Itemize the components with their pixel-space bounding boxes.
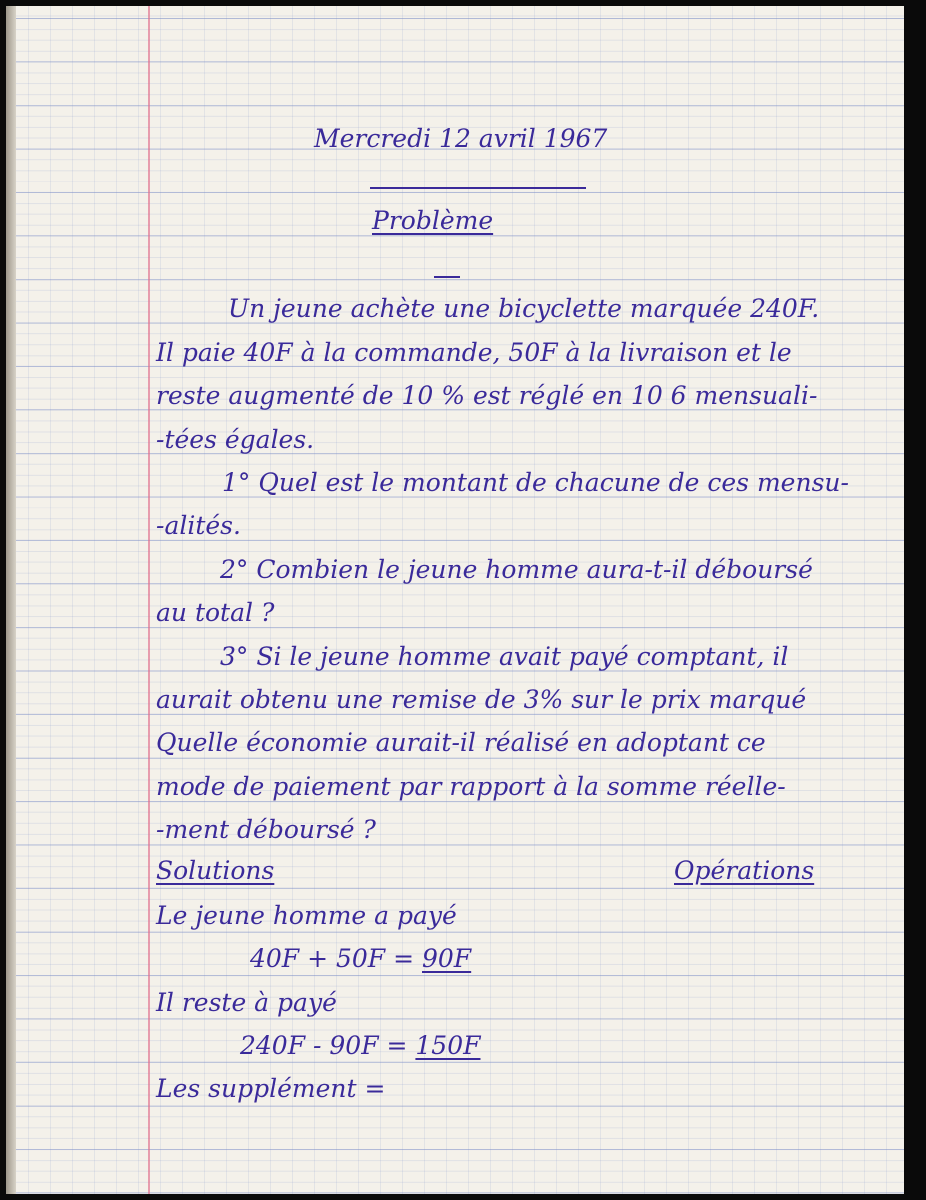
problem-line-10: aurait obtenu une remise de 3% sur le prix marqué <box>156 685 807 714</box>
problem-line-9: 3° Si le jeune homme avait payé comptant, il <box>220 642 789 671</box>
problem-line-11: Quelle économie aurait-il réalisé en adoptant ce <box>156 728 766 757</box>
title-dash <box>434 276 460 278</box>
margin-line <box>148 6 150 1194</box>
result-150f: 150F <box>415 1031 481 1060</box>
problem-line-12: mode de paiement par rapport à la somme réelle- <box>156 772 786 801</box>
result-90f: 90F <box>422 944 472 973</box>
solution-line-2 <box>250 944 471 974</box>
problem-line-13: -ment déboursé ? <box>156 815 376 844</box>
problem-line-1: Un jeune achète une bicyclette marquée 240F. <box>228 294 820 323</box>
problem-line-5: 1° Quel est le montant de chacune de ces mensu- <box>222 468 849 497</box>
solution-line-3: Il reste à payé <box>156 988 337 1017</box>
operations-heading: Opérations <box>674 856 815 885</box>
problem-line-6: -alités. <box>156 511 241 540</box>
binding-edge <box>6 6 16 1194</box>
problem-line-3: reste augmenté de 10 % est réglé en 10 6 mensuali- <box>156 381 818 410</box>
solution-line-5: Les supplément = <box>156 1074 386 1103</box>
notebook-page <box>6 6 904 1194</box>
heading-rule <box>370 187 586 189</box>
problem-line-8: au total ? <box>156 598 275 627</box>
solution-calc-2: 240F - 90F = <box>240 1031 416 1060</box>
problem-line-2: Il paie 40F à la commande, 50F à la livraison et le <box>156 338 792 367</box>
solution-line-4 <box>240 1031 480 1061</box>
problem-line-7: 2° Combien le jeune homme aura-t-il déboursé <box>220 555 813 584</box>
solution-line-1: Le jeune homme a payé <box>156 901 457 930</box>
solution-calc-1: 40F + 50F = <box>250 944 422 973</box>
date-heading: Mercredi 12 avril 1967 <box>314 124 608 153</box>
problem-line-4: -tées égales. <box>156 425 315 454</box>
title-heading: Problème <box>372 206 494 235</box>
solutions-heading: Solutions <box>156 856 275 885</box>
